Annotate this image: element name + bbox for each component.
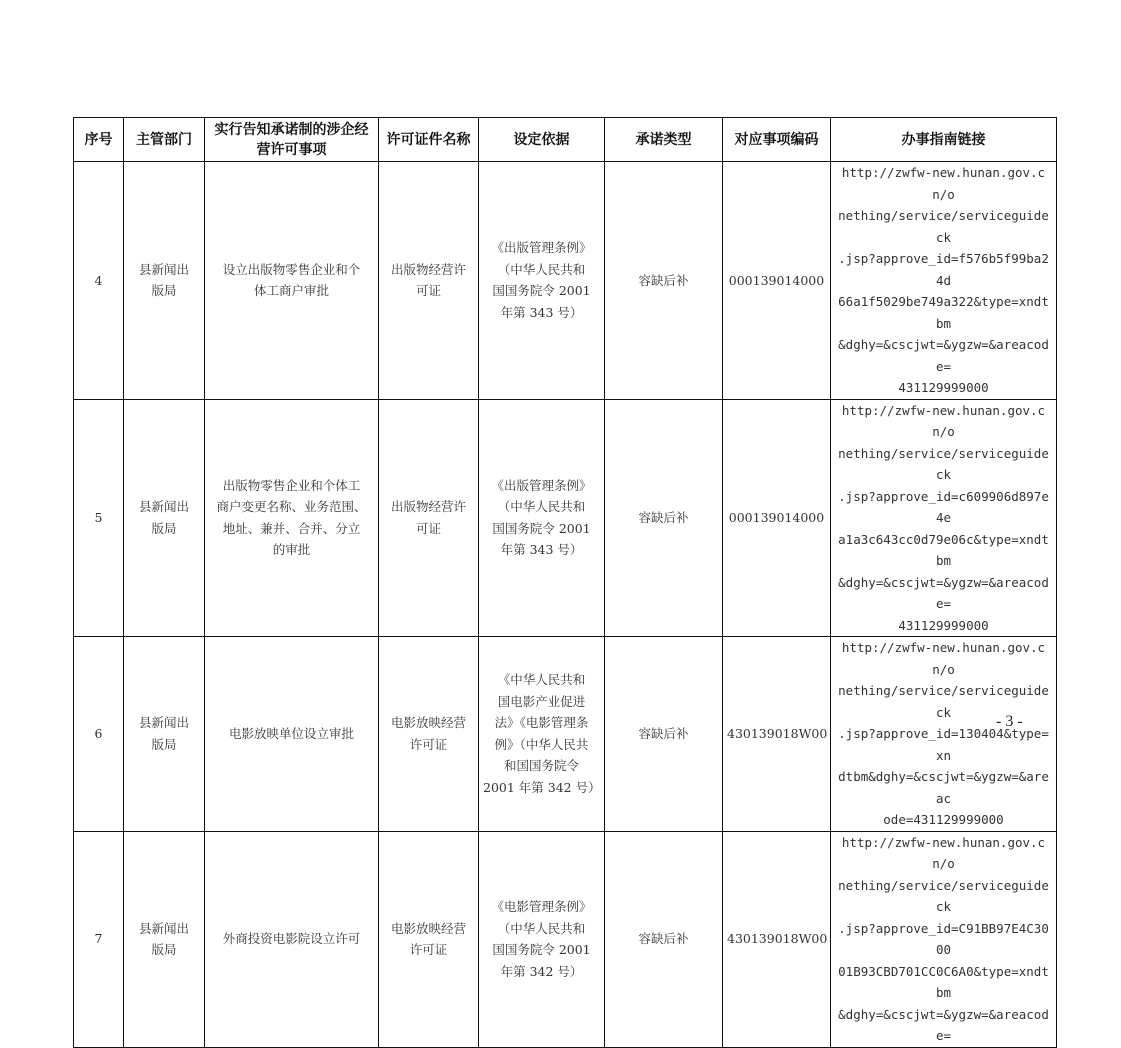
header-item: 实行告知承诺制的涉企经 营许可事项 bbox=[205, 118, 379, 162]
cell-item: 电影放映单位设立审批 bbox=[205, 637, 379, 832]
cell-code: 430139018W00 bbox=[723, 637, 831, 832]
cell-dept: 县新闻出 版局 bbox=[124, 637, 205, 832]
cell-seq: 5 bbox=[74, 399, 124, 637]
header-commit-type: 承诺类型 bbox=[605, 118, 723, 162]
cell-commit-type: 容缺后补 bbox=[605, 399, 723, 637]
cell-basis: 《电影管理条例》 （中华人民共和 国国务院令 2001 年第 342 号） bbox=[479, 831, 605, 1047]
guide-link[interactable]: http://zwfw-new.hunan.gov.cn/o nething/service/serviceguideck .jsp?approve_id=130404&type=xn dtbm&dghy=&cscjwt=&ygzw=&areac ode=431129999000 bbox=[831, 637, 1057, 832]
header-guide: 办事指南链接 bbox=[831, 118, 1057, 162]
page-number: - 3 - bbox=[996, 713, 1023, 730]
cell-code: 000139014000 bbox=[723, 162, 831, 400]
guide-link[interactable]: http://zwfw-new.hunan.gov.cn/o nething/service/serviceguideck .jsp?approve_id=C91BB97E4C3000 01B93CBD701CC0C6A0&type=xndtbm &dghy=&cscjwt=&ygzw=&areacode= bbox=[831, 831, 1057, 1047]
cell-dept: 县新闻出 版局 bbox=[124, 399, 205, 637]
table-row bbox=[74, 399, 1057, 637]
header-code: 对应事项编码 bbox=[723, 118, 831, 162]
cell-item: 外商投资电影院设立许可 bbox=[205, 831, 379, 1047]
cell-basis: 《出版管理条例》 （中华人民共和 国国务院令 2001 年第 343 号） bbox=[479, 399, 605, 637]
table-row bbox=[74, 637, 1057, 832]
cell-commit-type: 容缺后补 bbox=[605, 831, 723, 1047]
cell-license: 电影放映经营 许可证 bbox=[379, 637, 479, 832]
cell-basis: 《中华人民共和 国电影产业促进 法》《电影管理条 例》（中华人民共 和国国务院令 2001 年第 342 号） bbox=[479, 637, 605, 832]
cell-license: 出版物经营许 可证 bbox=[379, 162, 479, 400]
cell-item: 出版物零售企业和个体工 商户变更名称、业务范围、 地址、兼并、合并、分立 的审批 bbox=[205, 399, 379, 637]
guide-link[interactable]: http://zwfw-new.hunan.gov.cn/o nething/service/serviceguideck .jsp?approve_id=f576b5f99ba24d 66a1f5029be749a322&type=xndtbm &dghy=&cscjwt=&ygzw=&areacode= 431129999000 bbox=[831, 162, 1057, 400]
header-seq: 序号 bbox=[74, 118, 124, 162]
cell-dept: 县新闻出 版局 bbox=[124, 831, 205, 1047]
header-basis: 设定依据 bbox=[479, 118, 605, 162]
cell-dept: 县新闻出 版局 bbox=[124, 162, 205, 400]
table-row bbox=[74, 162, 1057, 400]
header-dept: 主管部门 bbox=[124, 118, 205, 162]
cell-code: 000139014000 bbox=[723, 399, 831, 637]
cell-seq: 6 bbox=[74, 637, 124, 832]
cell-license: 出版物经营许 可证 bbox=[379, 399, 479, 637]
cell-seq: 7 bbox=[74, 831, 124, 1047]
cell-seq: 4 bbox=[74, 162, 124, 400]
cell-commit-type: 容缺后补 bbox=[605, 162, 723, 400]
cell-license: 电影放映经营 许可证 bbox=[379, 831, 479, 1047]
cell-basis: 《出版管理条例》 （中华人民共和 国国务院令 2001 年第 343 号） bbox=[479, 162, 605, 400]
guide-link[interactable]: http://zwfw-new.hunan.gov.cn/o nething/service/serviceguideck .jsp?approve_id=c609906d897e4e a1a3c643cc0d79e06c&type=xndtbm &dghy=&cscjwt=&ygzw=&areacode= 431129999000 bbox=[831, 399, 1057, 637]
licensing-items-table bbox=[73, 117, 1057, 1048]
cell-code: 430139018W00 bbox=[723, 831, 831, 1047]
cell-commit-type: 容缺后补 bbox=[605, 637, 723, 832]
header-license: 许可证件名称 bbox=[379, 118, 479, 162]
table-row bbox=[74, 831, 1057, 1047]
table-header-row bbox=[74, 118, 1057, 162]
cell-item: 设立出版物零售企业和个 体工商户审批 bbox=[205, 162, 379, 400]
